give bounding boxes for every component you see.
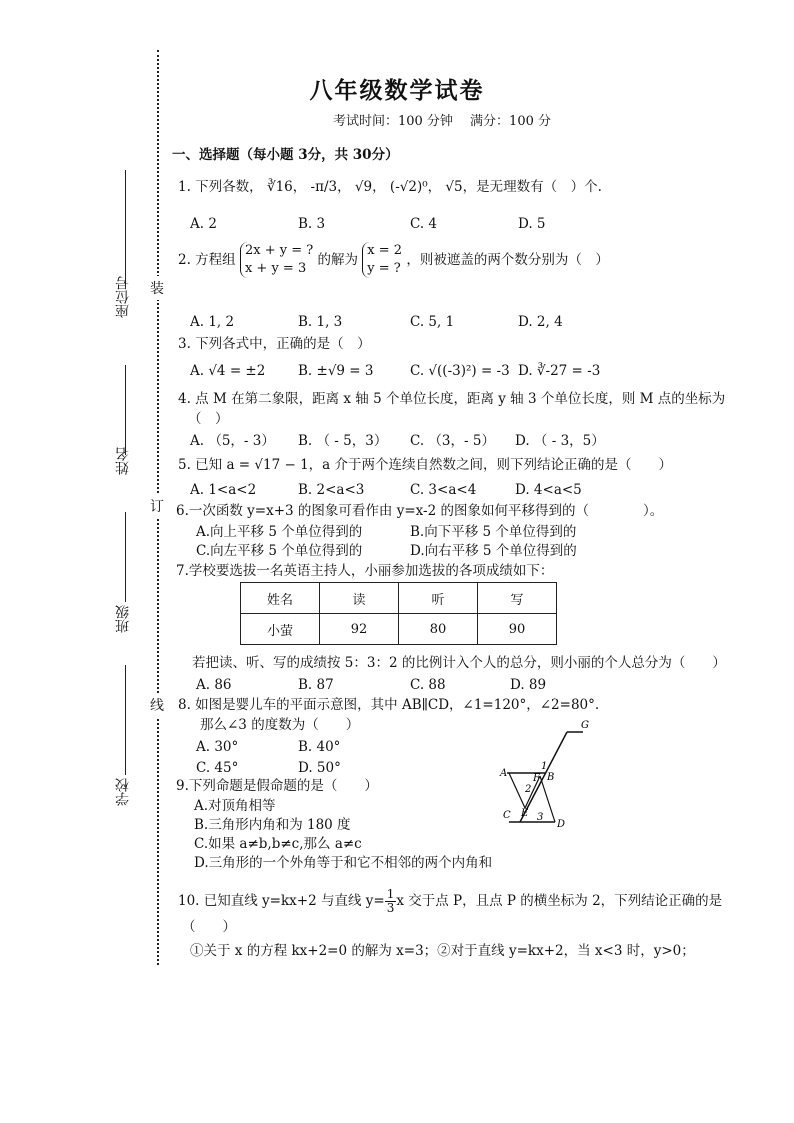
- q2-equation-system: [240, 242, 313, 278]
- q1-option-c: C. 4: [410, 216, 438, 232]
- q1-prefix: 1. 下列各数，: [178, 179, 263, 195]
- q6-option-b: B.向下平移 5 个单位得到的: [410, 524, 577, 540]
- exam-subtitle: 考试时间：100 分钟 满分：100 分: [332, 114, 552, 129]
- q10-fraction: [385, 888, 397, 915]
- figure-label: 1: [541, 761, 548, 772]
- table-header-cell: 姓名: [241, 583, 320, 614]
- table-cell: 80: [399, 614, 478, 645]
- q8-stem-cont: 那么∠3 的度数为（ ）: [200, 717, 360, 733]
- q2-stem: [178, 242, 609, 278]
- q5-option-a: A. 1<a<2: [190, 482, 257, 498]
- seal-char-zhuang: 装: [150, 276, 164, 300]
- q7-option-d: D. 89: [510, 677, 547, 693]
- seal-char-ding: 订: [150, 494, 164, 518]
- q5-option-d: D. 4<a<5: [515, 482, 582, 498]
- q2-option-b: B. 1, 3: [298, 314, 343, 330]
- q9-stem: 9.下列命题是假命题的是（ ）: [176, 778, 378, 794]
- q2-eq-2: x + y = 3: [244, 261, 307, 276]
- q8-stem: 8. 如图是婴儿车的平面示意图，其中 AB∥CD，∠1=120°，∠2=80°.: [178, 697, 600, 713]
- q1-option-d: D. 5: [518, 216, 546, 232]
- figure-label: E: [521, 808, 529, 819]
- q1-option-b: B. 3: [298, 216, 326, 232]
- q4-stem-cont: （ ）: [188, 411, 229, 427]
- section-heading: 一、选择题（每小题 3分，共 30分）: [172, 147, 399, 163]
- q1-item: (-√2)⁰: [389, 179, 428, 195]
- q2-sol-1: x = 2: [367, 243, 403, 258]
- q9-option-d: D.三角形的一个外角等于和它不相邻的两个内角和: [194, 855, 493, 871]
- q10-statements: ①关于 x 的方程 kx+2=0 的解为 x=3；②对于直线 y=kx+2，当 x<3 时，y>0；: [190, 943, 695, 959]
- q2-option-a: A. 1, 2: [190, 314, 235, 330]
- figure-label: A: [500, 768, 508, 779]
- school-label: 学校: [115, 778, 131, 806]
- table-cell: 90: [478, 614, 557, 645]
- q5-option-c: C. 3<a<4: [410, 482, 477, 498]
- q9-option-a: A.对顶角相等: [194, 798, 276, 814]
- figure-label: G: [581, 720, 589, 731]
- q7-option-a: A. 86: [196, 677, 232, 693]
- exam-title: 八年级数学试卷: [309, 77, 485, 104]
- name-label: 姓名: [115, 447, 131, 475]
- table-cell: 92: [320, 614, 399, 645]
- q1-option-a: A. 2: [190, 216, 217, 232]
- seat-label: 座位号: [115, 276, 131, 318]
- q3-option-d: D. ∛-27 = -3: [518, 363, 601, 379]
- q6-stem: 6.一次函数 y=x+3 的图象可看作由 y=x-2 的图象如何平移得到的（ ）。: [176, 503, 664, 519]
- q10-stem: [178, 888, 722, 915]
- figure-label: F: [533, 773, 540, 784]
- q10-frac-den: 3: [386, 901, 395, 915]
- class-label: 班级: [115, 605, 131, 633]
- figure-label: C: [503, 810, 511, 821]
- table-header-row: [241, 583, 557, 614]
- q6-option-d: D.向右平移 5 个单位得到的: [410, 543, 577, 559]
- q1-item: √5: [445, 179, 463, 195]
- table-row: [241, 614, 557, 645]
- q4-option-b: B. （ - 5，3）: [298, 433, 388, 449]
- q6-option-c: C.向左平移 5 个单位得到的: [196, 543, 363, 559]
- q1-suffix: ，是无理数有（ ）个.: [462, 179, 602, 195]
- q10-stem-a: 10. 已知直线 y=kx+2 与直线 y=: [178, 893, 385, 909]
- q5-option-b: B. 2<a<3: [298, 482, 365, 498]
- q7-option-b: B. 87: [298, 677, 334, 693]
- class-blank-line: [125, 512, 126, 602]
- q4-option-c: C. （3，- 5）: [410, 433, 495, 449]
- q8-option-c: C. 45°: [196, 760, 239, 776]
- q5-stem: 5. 已知 a = √17 − 1，a 介于两个连续自然数之间，则下列结论正确的是（ ）: [178, 457, 673, 473]
- q10-stem-b: x 交于点 P，且点 P 的横坐标为 2，下列结论正确的是: [396, 893, 723, 909]
- figure-label: D: [557, 819, 566, 830]
- figure-label: B: [547, 772, 555, 783]
- q3-option-c: C. √((-3)²) = -3: [410, 363, 510, 379]
- q7-stem: 7.学校要选拔一名英语主持人，小丽参加选拔的各项成绩如下：: [176, 563, 554, 579]
- q1-item: -π/3: [310, 179, 338, 195]
- figure-label: 2: [525, 784, 532, 795]
- q2-option-c: C. 5, 1: [410, 314, 455, 330]
- q3-stem: 3. 下列各式中，正确的是（ ）: [178, 336, 371, 352]
- q6-option-a: A.向上平移 5 个单位得到的: [196, 524, 363, 540]
- table-header-cell: 读: [320, 583, 399, 614]
- name-blank-line: [125, 365, 126, 455]
- seal-char-xian: 线: [150, 693, 164, 717]
- q10-stem-cont: （ ）: [182, 919, 236, 935]
- q2-option-d: D. 2, 4: [518, 314, 563, 330]
- q2-sol-2: y = ?: [367, 261, 401, 276]
- school-blank-line: [125, 665, 126, 775]
- q2-solution-system: [362, 242, 402, 278]
- q8-option-d: D. 50°: [298, 760, 341, 776]
- q4-option-d: D. （ - 3，5）: [515, 433, 605, 449]
- q10-frac-num: 1: [386, 887, 395, 901]
- q8-option-a: A. 30°: [196, 739, 239, 755]
- q9-option-b: B.三角形内角和为 180 度: [194, 817, 351, 833]
- q2-prefix: 2. 方程组: [178, 252, 236, 268]
- q2-mid: 的解为: [317, 252, 358, 268]
- table-cell: 小萤: [241, 614, 320, 645]
- q2-suffix: ，则被遮盖的两个数分别为（ ）: [406, 252, 609, 268]
- q2-eq-1: 2x + y = ?: [244, 243, 314, 258]
- q3-option-a: A. √4 = ±2: [190, 363, 266, 379]
- seat-blank-line: [125, 170, 126, 285]
- q8-option-b: B. 40°: [298, 739, 341, 755]
- q4-stem: 4. 点 M 在第二象限，距离 x 轴 5 个单位长度，距离 y 轴 3 个单位长度，则 M 点的坐标为: [178, 391, 726, 407]
- q3-option-b: B. ±√9 = 3: [298, 363, 374, 379]
- q1-stem: 1. 下列各数， ∛16， -π/3， √9， (-√2)⁰， √5，是无理数有（ ）个.: [178, 179, 602, 195]
- q4-option-a: A. （5，- 3）: [190, 433, 275, 449]
- q1-item: ∛16: [266, 179, 293, 195]
- q9-option-c: C.如果 a≠b,b≠c,那么 a≠c: [194, 836, 362, 852]
- figure-label: 3: [537, 812, 544, 823]
- score-table: [240, 582, 557, 645]
- q7-option-c: C. 88: [410, 677, 446, 693]
- table-header-cell: 听: [399, 583, 478, 614]
- table-header-cell: 写: [478, 583, 557, 614]
- q1-item: √9: [354, 179, 373, 195]
- stroller-figure: [495, 718, 590, 833]
- q7-stem-cont: 若把读、听、写的成绩按 5：3：2 的比例计入个人的总分，则小丽的个人总分为（ ）: [192, 655, 726, 671]
